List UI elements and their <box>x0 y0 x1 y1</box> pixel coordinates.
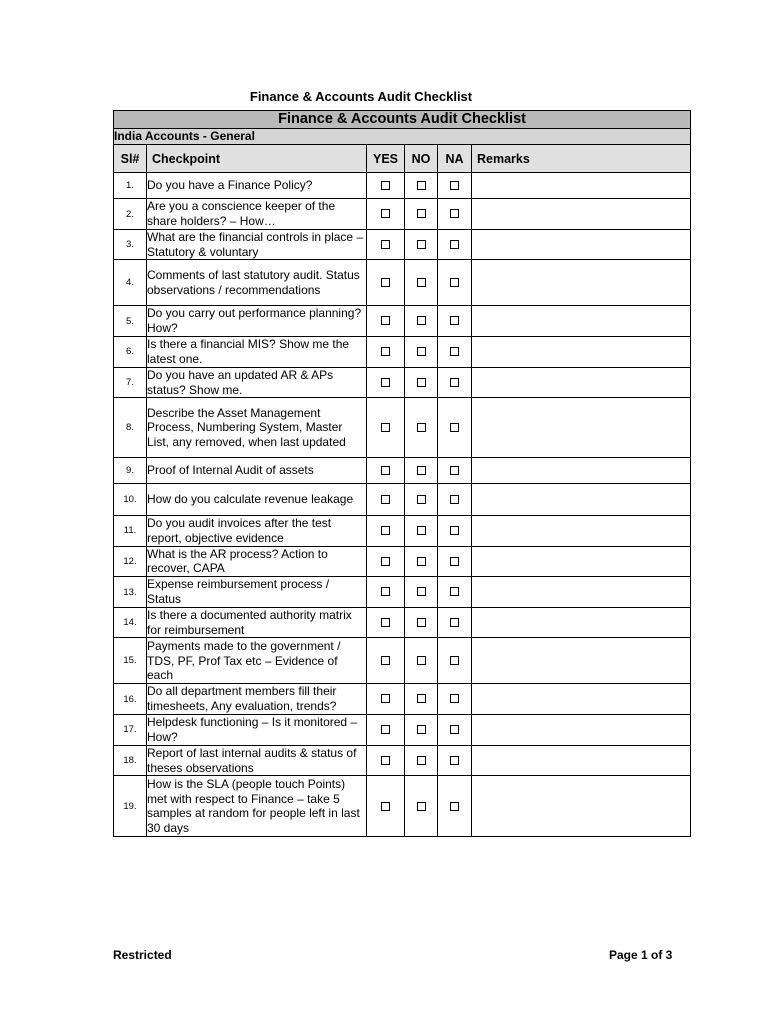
empty-checkbox-icon[interactable] <box>381 725 390 734</box>
row-remarks[interactable] <box>472 714 691 745</box>
row-yes-cell <box>367 260 405 306</box>
row-yes-cell <box>367 458 405 484</box>
row-yes-cell <box>367 367 405 397</box>
empty-checkbox-icon[interactable] <box>381 756 390 765</box>
empty-checkbox-icon[interactable] <box>450 495 459 504</box>
empty-checkbox-icon[interactable] <box>381 526 390 535</box>
row-na-cell <box>438 684 472 714</box>
row-remarks[interactable] <box>472 546 691 576</box>
row-yes-cell <box>367 230 405 260</box>
row-number: 9. <box>114 458 147 484</box>
empty-checkbox-icon[interactable] <box>417 557 426 566</box>
document-title: Finance & Accounts Audit Checklist <box>249 89 473 104</box>
row-number: 13. <box>114 577 147 608</box>
row-no-cell <box>405 398 438 458</box>
row-number: 12. <box>114 546 147 576</box>
row-remarks[interactable] <box>472 776 691 837</box>
empty-checkbox-icon[interactable] <box>381 694 390 703</box>
empty-checkbox-icon[interactable] <box>450 209 459 218</box>
row-checkpoint: Comments of last statutory audit. Status observations / recommendations <box>147 260 367 306</box>
empty-checkbox-icon[interactable] <box>381 423 390 432</box>
row-no-cell <box>405 484 438 516</box>
row-remarks[interactable] <box>472 745 691 775</box>
table-row <box>114 199 691 230</box>
empty-checkbox-icon[interactable] <box>450 240 459 249</box>
row-na-cell <box>438 260 472 306</box>
table-row <box>114 336 691 367</box>
empty-checkbox-icon[interactable] <box>417 526 426 535</box>
row-checkpoint: Expense reimbursement process / Status <box>147 577 367 608</box>
row-na-cell <box>438 745 472 775</box>
table-row <box>114 546 691 576</box>
row-no-cell <box>405 745 438 775</box>
row-no-cell <box>405 776 438 837</box>
empty-checkbox-icon[interactable] <box>450 316 459 325</box>
row-yes-cell <box>367 516 405 546</box>
row-number: 10. <box>114 484 147 516</box>
table-row <box>114 173 691 199</box>
empty-checkbox-icon[interactable] <box>450 423 459 432</box>
empty-checkbox-icon[interactable] <box>450 526 459 535</box>
row-na-cell <box>438 577 472 608</box>
row-yes-cell <box>367 336 405 367</box>
table-row <box>114 367 691 397</box>
row-checkpoint: How is the SLA (people touch Points) met with respect to Finance – take 5 samples at random for people left in last 30 days <box>147 776 367 837</box>
table-row <box>114 458 691 484</box>
row-remarks[interactable] <box>472 684 691 714</box>
table-banner-title: Finance & Accounts Audit Checklist <box>114 111 691 129</box>
row-number: 19. <box>114 776 147 837</box>
row-remarks[interactable] <box>472 516 691 546</box>
row-na-cell <box>438 173 472 199</box>
row-remarks[interactable] <box>472 173 691 199</box>
row-number: 5. <box>114 306 147 336</box>
row-remarks[interactable] <box>472 367 691 397</box>
empty-checkbox-icon[interactable] <box>450 278 459 287</box>
row-checkpoint: Describe the Asset Management Process, Numbering System, Master List, any removed, when last updated <box>147 398 367 458</box>
audit-checklist-table <box>113 110 691 837</box>
empty-checkbox-icon[interactable] <box>381 466 390 475</box>
row-remarks[interactable] <box>472 577 691 608</box>
row-checkpoint: Is there a documented authority matrix for reimbursement <box>147 608 367 638</box>
row-yes-cell <box>367 684 405 714</box>
row-yes-cell <box>367 306 405 336</box>
row-checkpoint: What is the AR process? Action to recover, CAPA <box>147 546 367 576</box>
table-row <box>114 776 691 837</box>
empty-checkbox-icon[interactable] <box>381 802 390 811</box>
table-banner-row <box>114 111 691 129</box>
column-header-sl: Sl# <box>114 145 147 173</box>
column-header-remarks: Remarks <box>472 145 691 173</box>
empty-checkbox-icon[interactable] <box>450 725 459 734</box>
empty-checkbox-icon[interactable] <box>417 240 426 249</box>
column-header-row <box>114 145 691 173</box>
empty-checkbox-icon[interactable] <box>417 802 426 811</box>
table-row <box>114 745 691 775</box>
row-no-cell <box>405 173 438 199</box>
column-header-no: NO <box>405 145 438 173</box>
row-checkpoint: Helpdesk functioning – Is it monitored – How? <box>147 714 367 745</box>
empty-checkbox-icon[interactable] <box>381 587 390 596</box>
empty-checkbox-icon[interactable] <box>450 756 459 765</box>
row-yes-cell <box>367 546 405 576</box>
row-remarks[interactable] <box>472 336 691 367</box>
table-row <box>114 684 691 714</box>
row-yes-cell <box>367 776 405 837</box>
row-checkpoint: Payments made to the government / TDS, PF, Prof Tax etc – Evidence of each <box>147 638 367 684</box>
empty-checkbox-icon[interactable] <box>417 656 426 665</box>
row-no-cell <box>405 306 438 336</box>
empty-checkbox-icon[interactable] <box>381 240 390 249</box>
row-remarks[interactable] <box>472 638 691 684</box>
table-row <box>114 638 691 684</box>
row-number: 7. <box>114 367 147 397</box>
row-yes-cell <box>367 398 405 458</box>
empty-checkbox-icon[interactable] <box>381 209 390 218</box>
row-number: 2. <box>114 199 147 230</box>
empty-checkbox-icon[interactable] <box>450 466 459 475</box>
row-no-cell <box>405 260 438 306</box>
empty-checkbox-icon[interactable] <box>417 316 426 325</box>
row-na-cell <box>438 714 472 745</box>
row-number: 11. <box>114 516 147 546</box>
row-yes-cell <box>367 484 405 516</box>
empty-checkbox-icon[interactable] <box>450 587 459 596</box>
row-checkpoint: Are you a conscience keeper of the share holders? – How… <box>147 199 367 230</box>
row-no-cell <box>405 336 438 367</box>
empty-checkbox-icon[interactable] <box>417 694 426 703</box>
row-no-cell <box>405 367 438 397</box>
table-row <box>114 516 691 546</box>
row-number: 15. <box>114 638 147 684</box>
row-number: 14. <box>114 608 147 638</box>
table-row <box>114 577 691 608</box>
section-header-row <box>114 129 691 145</box>
empty-checkbox-icon[interactable] <box>450 347 459 356</box>
row-yes-cell <box>367 714 405 745</box>
table-row <box>114 398 691 458</box>
empty-checkbox-icon[interactable] <box>450 378 459 387</box>
empty-checkbox-icon[interactable] <box>381 495 390 504</box>
column-header-na: NA <box>438 145 472 173</box>
row-checkpoint: Do you have a Finance Policy? <box>147 173 367 199</box>
empty-checkbox-icon[interactable] <box>381 278 390 287</box>
row-checkpoint: Do you audit invoices after the test report, objective evidence <box>147 516 367 546</box>
empty-checkbox-icon[interactable] <box>417 423 426 432</box>
row-no-cell <box>405 199 438 230</box>
row-no-cell <box>405 638 438 684</box>
table-row <box>114 306 691 336</box>
empty-checkbox-icon[interactable] <box>417 278 426 287</box>
row-na-cell <box>438 484 472 516</box>
table-row <box>114 230 691 260</box>
empty-checkbox-icon[interactable] <box>381 316 390 325</box>
row-number: 17. <box>114 714 147 745</box>
row-na-cell <box>438 776 472 837</box>
empty-checkbox-icon[interactable] <box>417 587 426 596</box>
row-remarks[interactable] <box>472 484 691 516</box>
row-yes-cell <box>367 199 405 230</box>
column-header-checkpoint: Checkpoint <box>147 145 367 173</box>
row-remarks[interactable] <box>472 306 691 336</box>
row-checkpoint: How do you calculate revenue leakage <box>147 484 367 516</box>
row-na-cell <box>438 608 472 638</box>
row-no-cell <box>405 546 438 576</box>
row-na-cell <box>438 199 472 230</box>
row-remarks[interactable] <box>472 608 691 638</box>
row-number: 4. <box>114 260 147 306</box>
empty-checkbox-icon[interactable] <box>381 557 390 566</box>
empty-checkbox-icon[interactable] <box>417 181 426 190</box>
footer-page-number: Page 1 of 3 <box>609 948 673 962</box>
row-no-cell <box>405 230 438 260</box>
table-row <box>114 260 691 306</box>
empty-checkbox-icon[interactable] <box>381 378 390 387</box>
row-remarks[interactable] <box>472 458 691 484</box>
row-yes-cell <box>367 608 405 638</box>
empty-checkbox-icon[interactable] <box>417 347 426 356</box>
row-na-cell <box>438 336 472 367</box>
empty-checkbox-icon[interactable] <box>417 466 426 475</box>
checklist-body <box>114 173 691 837</box>
empty-checkbox-icon[interactable] <box>381 181 390 190</box>
row-remarks[interactable] <box>472 260 691 306</box>
row-remarks[interactable] <box>472 398 691 458</box>
row-checkpoint: Do you have an updated AR & APs status? Show me. <box>147 367 367 397</box>
table-row <box>114 608 691 638</box>
column-header-yes: YES <box>367 145 405 173</box>
row-number: 6. <box>114 336 147 367</box>
empty-checkbox-icon[interactable] <box>417 209 426 218</box>
row-number: 3. <box>114 230 147 260</box>
empty-checkbox-icon[interactable] <box>381 347 390 356</box>
row-na-cell <box>438 367 472 397</box>
empty-checkbox-icon[interactable] <box>450 802 459 811</box>
empty-checkbox-icon[interactable] <box>450 694 459 703</box>
row-checkpoint: What are the financial controls in place – Statutory & voluntary <box>147 230 367 260</box>
empty-checkbox-icon[interactable] <box>381 656 390 665</box>
row-number: 16. <box>114 684 147 714</box>
row-yes-cell <box>367 173 405 199</box>
table-row <box>114 484 691 516</box>
row-checkpoint: Is there a financial MIS? Show me the latest one. <box>147 336 367 367</box>
empty-checkbox-icon[interactable] <box>450 181 459 190</box>
empty-checkbox-icon[interactable] <box>417 725 426 734</box>
row-yes-cell <box>367 745 405 775</box>
table-row <box>114 714 691 745</box>
row-na-cell <box>438 398 472 458</box>
row-no-cell <box>405 516 438 546</box>
row-checkpoint: Do you carry out performance planning? How? <box>147 306 367 336</box>
row-checkpoint: Report of last internal audits & status of theses observations <box>147 745 367 775</box>
empty-checkbox-icon[interactable] <box>381 618 390 627</box>
row-no-cell <box>405 458 438 484</box>
row-yes-cell <box>367 577 405 608</box>
row-no-cell <box>405 577 438 608</box>
empty-checkbox-icon[interactable] <box>450 656 459 665</box>
empty-checkbox-icon[interactable] <box>417 495 426 504</box>
row-no-cell <box>405 608 438 638</box>
row-no-cell <box>405 714 438 745</box>
section-title: India Accounts - General <box>114 129 691 145</box>
empty-checkbox-icon[interactable] <box>417 378 426 387</box>
row-number: 1. <box>114 173 147 199</box>
footer-classification: Restricted <box>113 948 172 962</box>
row-remarks[interactable] <box>472 230 691 260</box>
row-no-cell <box>405 684 438 714</box>
row-number: 18. <box>114 745 147 775</box>
row-na-cell <box>438 230 472 260</box>
empty-checkbox-icon[interactable] <box>450 618 459 627</box>
row-yes-cell <box>367 638 405 684</box>
row-na-cell <box>438 458 472 484</box>
row-na-cell <box>438 638 472 684</box>
row-checkpoint: Proof of Internal Audit of assets <box>147 458 367 484</box>
empty-checkbox-icon[interactable] <box>417 618 426 627</box>
row-number: 8. <box>114 398 147 458</box>
empty-checkbox-icon[interactable] <box>450 557 459 566</box>
row-remarks[interactable] <box>472 199 691 230</box>
row-na-cell <box>438 306 472 336</box>
row-checkpoint: Do all department members fill their timesheets, Any evaluation, trends? <box>147 684 367 714</box>
empty-checkbox-icon[interactable] <box>417 756 426 765</box>
row-na-cell <box>438 546 472 576</box>
row-na-cell <box>438 516 472 546</box>
